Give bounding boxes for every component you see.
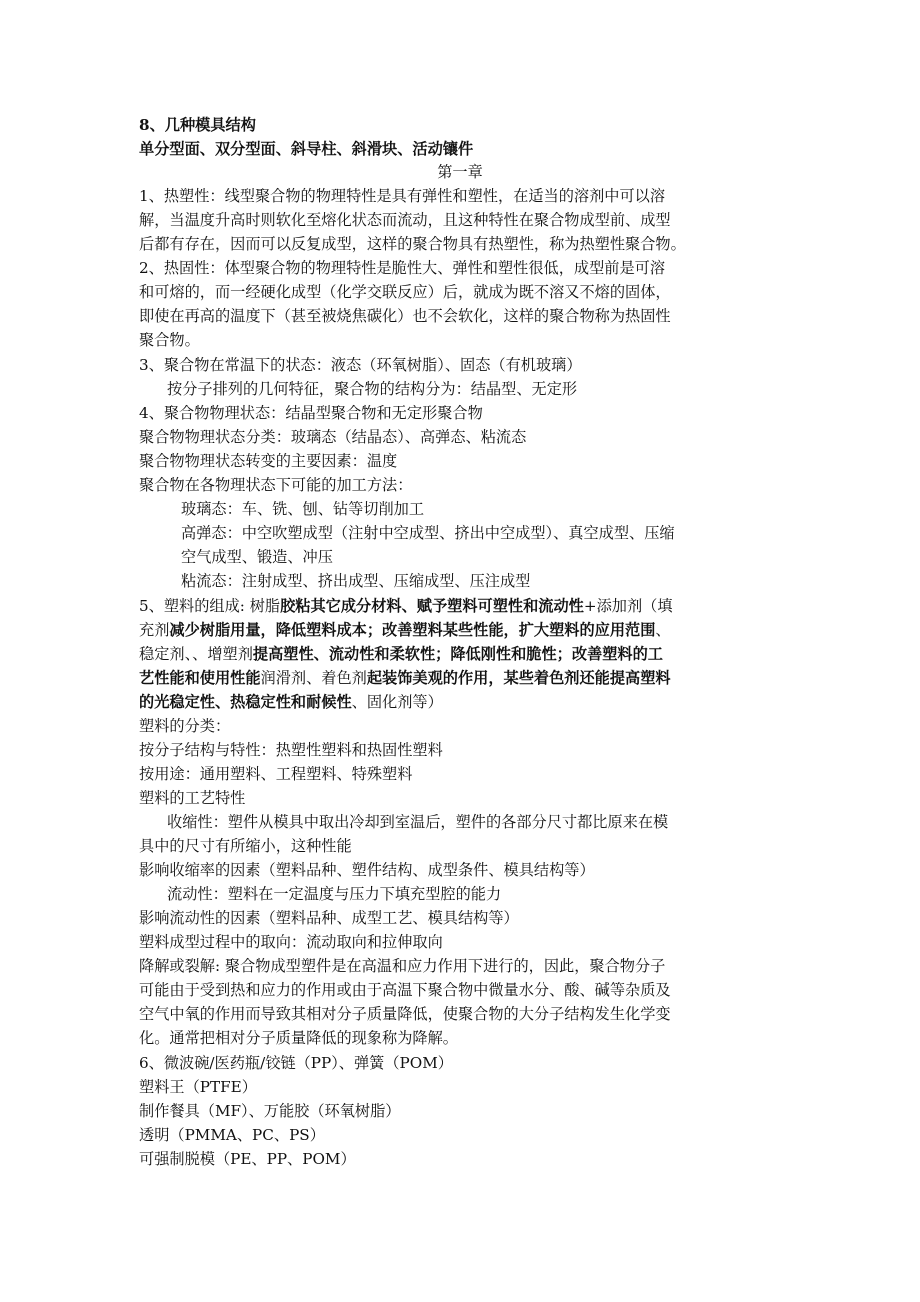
item1-line3: 后都有存在，因而可以反复成型，这样的聚合物具有热塑性，称为热塑性聚合物。 <box>139 235 686 253</box>
shrinkage-line2: 具中的尺寸有所缩小，这种性能 <box>139 837 352 855</box>
item1-line2: 解，当温度升高时则软化至熔化状态而流动，且这种特性在聚合物成型前、成型 <box>139 211 671 229</box>
section-8-subheading: 单分型面、双分型面、斜导柱、斜滑块、活动镶件 <box>139 140 474 158</box>
text-run: +添加剂（填 <box>583 597 673 615</box>
item6-line5: 可强制脱模（PE、PP、POM） <box>139 1150 356 1168</box>
bold-run: 胶粘其它成分材料、赋予塑料可塑性和流动性 <box>280 597 584 615</box>
item4-line3: 聚合物物理状态转变的主要因素：温度 <box>139 452 398 470</box>
process-properties-title: 塑料的工艺特性 <box>139 789 246 807</box>
text-run: 充剂 <box>139 621 170 639</box>
elastic-state-methods-2: 空气成型、锻造、冲压 <box>181 548 333 566</box>
degradation-line1: 降解或裂解: 聚合物成型塑件是在高温和应力作用下进行的，因此，聚合物分子 <box>139 957 666 975</box>
bold-run: 减少树脂用量，降低塑料成本；改善塑料某些性能，扩大塑料的应用范围 <box>169 621 656 639</box>
item6-line3: 制作餐具（MF）、万能胶（环氧树脂） <box>139 1102 401 1120</box>
viscous-state-methods: 粘流态：注射成型、挤出成型、压缩成型、压注成型 <box>181 572 531 590</box>
item5-line3 <box>139 642 799 666</box>
item6-line2: 塑料王（PTFE） <box>139 1078 257 1096</box>
item4-line4: 聚合物在各物理状态下可能的加工方法： <box>139 476 413 494</box>
item2-line1: 2、热固性：体型聚合物的物理特性是脆性大、弹性和塑性很低，成型前是可溶 <box>139 259 666 277</box>
item6-line1: 6、微波碗/医药瓶/铰链（PP）、弹簧（POM） <box>139 1054 453 1072</box>
elastic-state-methods-1: 高弹态：中空吹塑成型（注射中空成型、挤出中空成型）、真空成型、压缩 <box>181 524 675 542</box>
bold-run: 的光稳定性、热稳定性和耐候性 <box>139 693 352 711</box>
text-run: 5、塑料的组成: 树脂 <box>139 597 281 615</box>
shrinkage-line1: 收缩性：塑件从模具中取出冷却到室温后，塑件的各部分尺寸都比原来在模 <box>167 813 669 831</box>
bold-run: 艺性能和使用性能 <box>139 669 261 687</box>
item5-line2 <box>139 618 799 642</box>
degradation-line2: 可能由于受到热和应力的作用或由于高温下聚合物中微量水分、酸、碱等杂质及 <box>139 981 671 999</box>
item2-line3: 即使在再高的温度下（甚至被烧焦碳化）也不会软化，这样的聚合物称为热固性 <box>139 307 671 325</box>
flowability: 流动性：塑料在一定温度与压力下填充型腔的能力 <box>167 885 502 903</box>
item2-line4: 聚合物。 <box>139 331 200 349</box>
glass-state-methods: 玻璃态：车、铣、刨、钻等切削加工 <box>181 500 424 518</box>
text-run: 、固化剂等） <box>351 693 443 711</box>
item3-line2: 按分子排列的几何特征，聚合物的结构分为：结晶型、无定形 <box>167 380 578 398</box>
orientation: 塑料成型过程中的取向：流动取向和拉伸取向 <box>139 933 443 951</box>
item2-line2: 和可熔的，而一经硬化成型（化学交联反应）后，就成为既不溶又不熔的固体， <box>139 283 671 301</box>
degradation-line4: 化。通常把相对分子质量降低的现象称为降解。 <box>139 1029 458 1047</box>
item3-line1: 3、聚合物在常温下的状态：液态（环氧树脂）、固态（有机玻璃） <box>139 356 582 374</box>
classification-by-structure: 按分子结构与特性：热塑性塑料和热固性塑料 <box>139 741 443 759</box>
degradation-line3: 空气中氧的作用而导致其相对分子质量降低，使聚合物的大分子结构发生化学变 <box>139 1005 671 1023</box>
item5-line1 <box>139 594 799 618</box>
classification-by-use: 按用途：通用塑料、工程塑料、特殊塑料 <box>139 765 413 783</box>
chapter-title: 第一章 <box>437 163 483 181</box>
text-run: 稳定剂、、增塑剂 <box>139 645 253 663</box>
classification-title: 塑料的分类： <box>139 717 231 735</box>
bold-run: 提高塑性、流动性和柔软性；降低刚性和脆性；改善塑料的工 <box>252 645 663 663</box>
item5-line4 <box>139 666 799 690</box>
text-run: 、 <box>655 621 671 639</box>
item6-line4: 透明（PMMA、PC、PS） <box>139 1126 325 1144</box>
item5-line5 <box>139 690 799 714</box>
item1-line1: 1、热塑性：线型聚合物的物理特性是具有弹性和塑性，在适当的溶剂中可以溶 <box>139 187 666 205</box>
bold-run: 起装饰美观的作用，某些着色剂还能提高塑料 <box>366 669 671 687</box>
section-8-heading: 8、几种模具结构 <box>139 116 256 134</box>
text-run: 润滑剂、着色剂 <box>260 669 367 687</box>
shrinkage-factors: 影响收缩率的因素（塑料品种、塑件结构、成型条件、模具结构等） <box>139 861 595 879</box>
item4-line1: 4、聚合物物理状态：结晶型聚合物和无定形聚合物 <box>139 404 483 422</box>
item4-line2: 聚合物物理状态分类：玻璃态（结晶态）、高弹态、粘流态 <box>139 428 527 446</box>
flowability-factors: 影响流动性的因素（塑料品种、成型工艺、模具结构等） <box>139 909 519 927</box>
